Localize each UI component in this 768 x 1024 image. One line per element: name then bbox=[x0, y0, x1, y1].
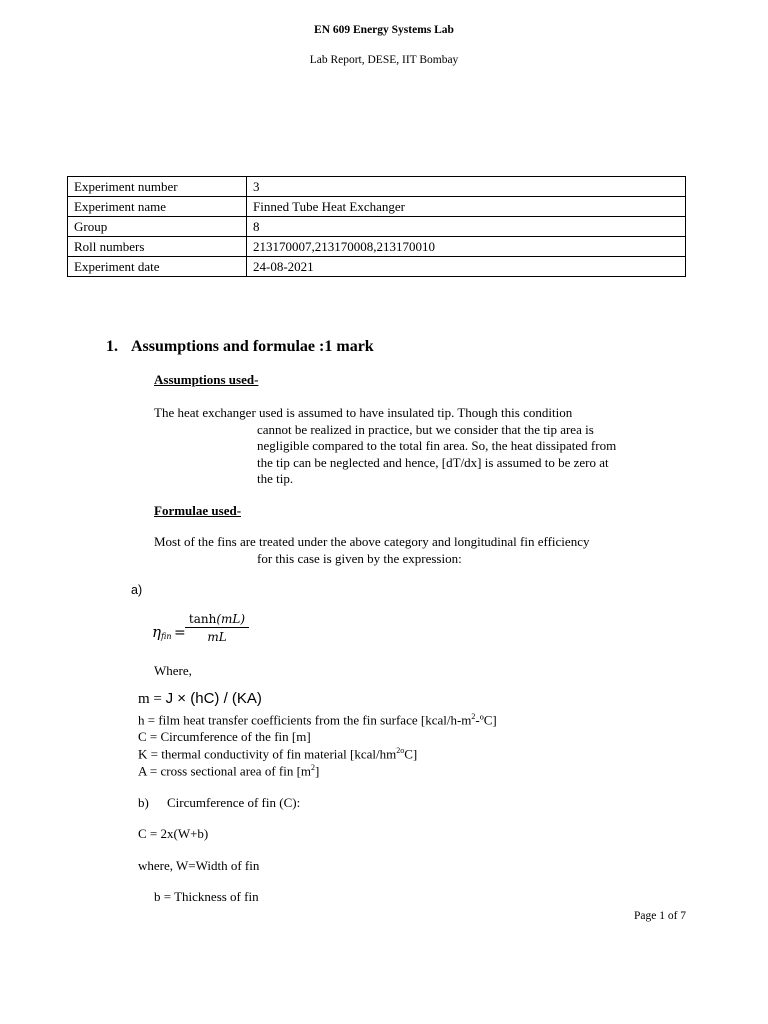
m-rhs: J × (hC) / (KA) bbox=[165, 690, 262, 707]
page-number: Page 1 of 7 bbox=[634, 910, 687, 922]
m-lhs: m = bbox=[138, 691, 166, 707]
definition-c: C = Circumference of the fin [m] bbox=[138, 729, 311, 744]
row-value: 213170007,213170008,213170010 bbox=[247, 237, 686, 257]
thickness-definition: b = Thickness of fin bbox=[154, 889, 259, 904]
fraction-numerator bbox=[185, 612, 249, 628]
paragraph-line: Most of the fins are treated under the above category and longitudinal fin efficiency bbox=[154, 534, 590, 549]
width-definition: where, W=Width of fin bbox=[138, 858, 260, 873]
where-label: Where, bbox=[154, 663, 192, 678]
equals-sign: = bbox=[174, 625, 186, 641]
table-row bbox=[68, 177, 686, 197]
row-label: Experiment name bbox=[68, 197, 247, 217]
definition-text: ] bbox=[315, 763, 320, 779]
row-value: 8 bbox=[247, 217, 686, 237]
table-row bbox=[68, 257, 686, 277]
table-row bbox=[68, 197, 686, 217]
fraction-denominator: mL bbox=[207, 630, 227, 644]
report-title: EN 609 Energy Systems Lab bbox=[314, 24, 454, 36]
row-value: 24-08-2021 bbox=[247, 257, 686, 277]
paragraph-line: The heat exchanger used is assumed to have insulated tip. Though this condition bbox=[154, 405, 573, 420]
item-b-text: Circumference of fin (C): bbox=[167, 795, 301, 810]
definition-k bbox=[138, 746, 417, 762]
section-title: Assumptions and formulae :1 mark bbox=[131, 338, 374, 355]
definition-text: -ºC] bbox=[475, 712, 497, 728]
definition-text: h = film heat transfer coefficients from the fin surface [kcal/h-m bbox=[138, 712, 472, 728]
row-label: Group bbox=[68, 217, 247, 237]
eta-subscript: fin bbox=[161, 632, 172, 641]
paragraph-line: for this case is given by the expression: bbox=[257, 550, 462, 566]
definition-text: C] bbox=[404, 746, 418, 762]
paragraph-line: negligible compared to the total fin area. So, the heat dissipated from bbox=[257, 438, 617, 453]
row-label: Experiment number bbox=[68, 177, 247, 197]
item-b-label: b) bbox=[138, 795, 149, 810]
row-label: Experiment date bbox=[68, 257, 247, 277]
section-number: 1. bbox=[106, 338, 118, 355]
tanh-function: tanh bbox=[188, 612, 217, 626]
definition-text: K = thermal conductivity of fin material [kcal/hm bbox=[138, 746, 397, 762]
formulae-heading: Formulae used- bbox=[154, 503, 242, 518]
definition-text: A = cross sectional area of fin [m bbox=[138, 763, 312, 779]
superscript: 2 bbox=[311, 763, 316, 772]
superscript: 2 bbox=[471, 712, 476, 721]
eta-symbol: η bbox=[152, 623, 161, 641]
row-value: 3 bbox=[247, 177, 686, 197]
superscript: 2o bbox=[396, 746, 405, 755]
item-b bbox=[138, 795, 300, 811]
definition-a bbox=[138, 763, 319, 779]
tanh-argument: (mL) bbox=[216, 612, 246, 626]
table-row bbox=[68, 237, 686, 257]
paragraph-line: the tip can be neglected and hence, [dT/dx] is assumed to be zero at bbox=[257, 454, 609, 470]
m-equation bbox=[138, 690, 262, 708]
table-row bbox=[68, 217, 686, 237]
assumptions-heading: Assumptions used- bbox=[154, 372, 259, 387]
assumptions-paragraph bbox=[154, 405, 616, 488]
formulae-paragraph bbox=[154, 534, 589, 567]
paragraph-line: the tip. bbox=[257, 471, 294, 486]
fin-efficiency-fraction bbox=[185, 612, 249, 644]
row-value: Finned Tube Heat Exchanger bbox=[247, 197, 686, 217]
item-a-label: a) bbox=[131, 583, 143, 597]
definition-h bbox=[138, 712, 497, 728]
experiment-info-table bbox=[67, 176, 686, 277]
report-subtitle: Lab Report, DESE, IIT Bombay bbox=[309, 54, 459, 66]
paragraph-line: cannot be realized in practice, but we consider that the tip area is bbox=[257, 421, 594, 437]
row-label: Roll numbers bbox=[68, 237, 247, 257]
circumference-equation: C = 2x(W+b) bbox=[138, 826, 209, 841]
